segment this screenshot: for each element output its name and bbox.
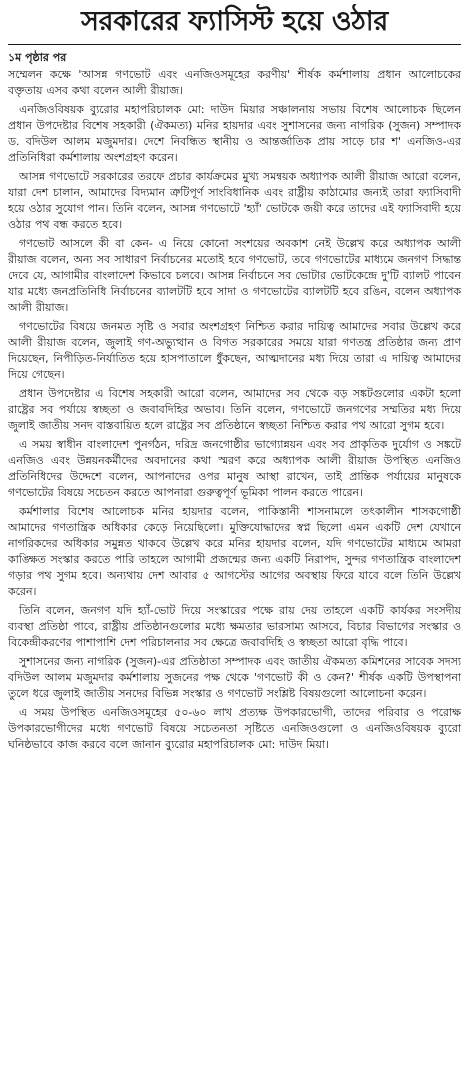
paragraph-5: গণভোটের বিষয়ে জনমত সৃষ্টি ও সবার অংশগ্রহণ নিশ্চিত করার দায়িত্ব আমাদের সবার উল্লেখ করে আলী রীয়াজ বলেন, জুলাই গণ-অভ্যুত্থান ও বিগত সরকারের সময়ে যারা গণতন্ত্র প্রতিষ্ঠার জন্য প্রাণ দিয়েছেন, নিপীড়িত-নির্যাতিত হয়ে হাসপাতালে ধুঁকছেন, আত্মদানের মধ্য দিয়ে তারা এ দায়িত্ব আমাদের দিয়ে গেছেন। bbox=[8, 320, 461, 381]
paragraph-7: এ সময় স্বাধীন বাংলাদেশ পুনর্গঠন, দরিদ্র জনগোষ্ঠীর ভাগ্যোন্নয়ন এবং সব প্রাকৃতিক দুর্যোগ ও সঙ্কটে এনজিও এবং উন্নয়নকর্মীদের অবদানের কথা স্মরণ করে অধ্যাপক আলী রীয়াজ উপস্থিত এনজিও প্রতিনিধিদের উদ্দেশে বলেন, আপনাদের ওপর মানুষ আস্থা রাখেন, তাই প্রান্তিক পর্যায়ের মানুষকে গণভোটের বিষয়ে সচেতন করতে আপনারা গুরুত্বপূর্ণ ভূমিকা পালন করতে পারেন। bbox=[8, 438, 461, 499]
paragraph-6: প্রধান উপদেষ্টার এ বিশেষ সহকারী আরো বলেন, আমাদের সব থেকে বড় সঙ্কটগুলোর একটা হলো রাষ্ট্রের সব পর্যায়ে স্বচ্ছতা ও জবাবদিহির অভাব। তিনি বলেন, গণভোটে জনগণের সম্মতির মধ্য দিয়ে জুলাই জাতীয় সনদ বাস্তবায়িত হলে রাষ্ট্রের সব প্রতিষ্ঠানে স্বচ্ছতা নিশ্চিত করার পথ আরো সুগম হবে। bbox=[8, 387, 461, 432]
article-body bbox=[8, 67, 461, 753]
paragraph-1: সম্মেলন কক্ষে 'আসন্ন গণভোট এবং এনজিওসমূহের করণীয়' শীর্ষক কর্মশালায় প্রধান আলোচকের বক্তৃতায় এসব কথা বলেন আলী রীয়াজ। bbox=[8, 68, 461, 97]
paragraph-11: এ সময় উপস্থিত এনজিওসমূহের ৫০-৬০ লাখ প্রত্যক্ষ উপকারভোগী, তাদের পরিবার ও পরোক্ষ উপকারভোগীদের মধ্যে গণভোট বিষয়ে সচেতনতা সৃষ্টিতে এনজিওগুলো ও এনজিওবিষয়ক ব্যুরো ঘনিষ্ঠভাবে কাজ করবে বলে জানান ব্যুরোর মহাপরিচালক মো: দাউদ মিয়া। bbox=[8, 706, 461, 751]
headline-rule bbox=[8, 44, 461, 45]
paragraph-2: এনজিওবিষয়ক ব্যুরোর মহাপরিচালক মো: দাউদ মিয়ার সঞ্চালনায় সভায় বিশেষ আলোচক ছিলেন প্রধান উপদেষ্টার বিশেষ সহকারী (ঐকমত্য) মনির হায়দার এবং সুশাসনের জন্য নাগরিক (সুজন) সম্পাদক ড. বদিউল আলম মজুমদার। দেশে নিবন্ধিত স্থানীয় ও আন্তর্জাতিক প্রায় সাড়ে চার শ' এনজিও-এর প্রতিনিধিরা কর্মশালায় অংশগ্রহণ করেন। bbox=[8, 103, 461, 164]
continued-from-label: ১ম পৃষ্ঠার পর bbox=[8, 51, 67, 64]
paragraph-10: সুশাসনের জন্য নাগরিক (সুজন)-এর প্রতিষ্ঠাতা সম্পাদক এবং জাতীয় ঐকমত্য কমিশনের সাবেক সদস্য বদিউল আলম মজুমদার কর্মশালায় সুজনের পক্ষ থেকে 'গণভোট কী ও কেন?' শীর্ষক একটি উপস্থাপনা তুলে ধরে জুলাই জাতীয় সনদের বিভিন্ন সংস্কার ও গণভোট সংশ্লিষ্ট বিষয়গুলো আলোচনা করেন। bbox=[8, 655, 461, 700]
headline: সরকারের ফ্যাসিস্ট হয়ে ওঠার bbox=[81, 6, 388, 37]
paragraph-4: গণভোট আসলে কী বা কেন- এ নিয়ে কোনো সংশয়ের অবকাশ নেই উল্লেখ করে অধ্যাপক আলী রীয়াজ বলেন, অন্য সব সাধারণ নির্বাচনের মতোই হবে গণভোট, তবে গণভোটের মাধ্যমে জনগণ সিদ্ধান্ত দেবে যে, আগামীর বাংলাদেশ কিভাবে চলবে। আসন্ন নির্বাচনে সব ভোটার ভোটকেন্দ্রে দু'টি ব্যালট পাবেন যার মধ্যে জনপ্রতিনিধি নির্বাচনের ব্যালটটি হবে সাদা ও গণভোটের ব্যালটটি হবে রঙিন, বলেন অধ্যাপক আলী রীয়াজ। bbox=[8, 237, 461, 314]
paragraph-8: কর্মশালার বিশেষ আলোচক মনির হায়দার বলেন, পাকিস্তানী শাসনামলে তৎকালীন শাসকগোষ্ঠী আমাদের গণতান্ত্রিক অধিকার কেড়ে নিয়েছিলো। মুক্তিযোদ্ধাদের স্বপ্ন ছিলো এমন একটি দেশ যেখানে নাগরিকদের অধিকার সমুন্নত থাকবে উল্লেখ করে মনির হায়দার বলেন, যদি গণভোটের মাধ্যমে আমরা কাঙ্ক্ষিত সংস্কার করতে পারি তাহলে আগামী প্রজন্মের জন্য একটি নিরাপদ, সুন্দর গণতান্ত্রিক বাংলাদেশ গড়ার পথ সুগম হবে। অন্যথায় দেশ আবার ৫ আগস্টের আগের অবস্থায় ফিরে যাবে বলে তিনি উল্লেখ করেন। bbox=[8, 505, 461, 598]
paragraph-9: তিনি বলেন, জনগণ যদি হ্যাঁ-ভোট দিয়ে সংস্কারের পক্ষে রায় দেয় তাহলে একটি কার্যকর সংসদীয় ব্যবস্থা প্রতিষ্ঠা পাবে, রাষ্ট্রীয় প্রতিষ্ঠানগুলোর মধ্যে ক্ষমতার ভারসাম্য আসবে, বিচার বিভাগের সংস্কার ও বিকেন্দ্রীকরণের পাশাপাশি দেশ পরিচালনার সব ক্ষেত্রে জবাবদিহি ও স্বচ্ছতা আরো বৃদ্ধি পাবে। bbox=[8, 604, 461, 649]
paragraph-3: আসন্ন গণভোটে সরকারের তরফে প্রচার কার্যক্রমের মুখ্য সমন্বয়ক অধ্যাপক আলী রীয়াজ আরো বলেন, যারা দেশ চালান, আমাদের বিদ্যমান ত্রুটিপূর্ণ সাংবিধানিক এবং রাষ্ট্রীয় কাঠামোর জন্যই তারা ফ্যাসিবাদী হয়ে ওঠার সুযোগ পান। তিনি বলেন, আসন্ন গণভোটে 'হ্যাঁ' ভোটকে জয়ী করে তাদের এই ফ্যাসিবাদী হয়ে ওঠার পথ বন্ধ করতে হবে। bbox=[8, 170, 461, 231]
